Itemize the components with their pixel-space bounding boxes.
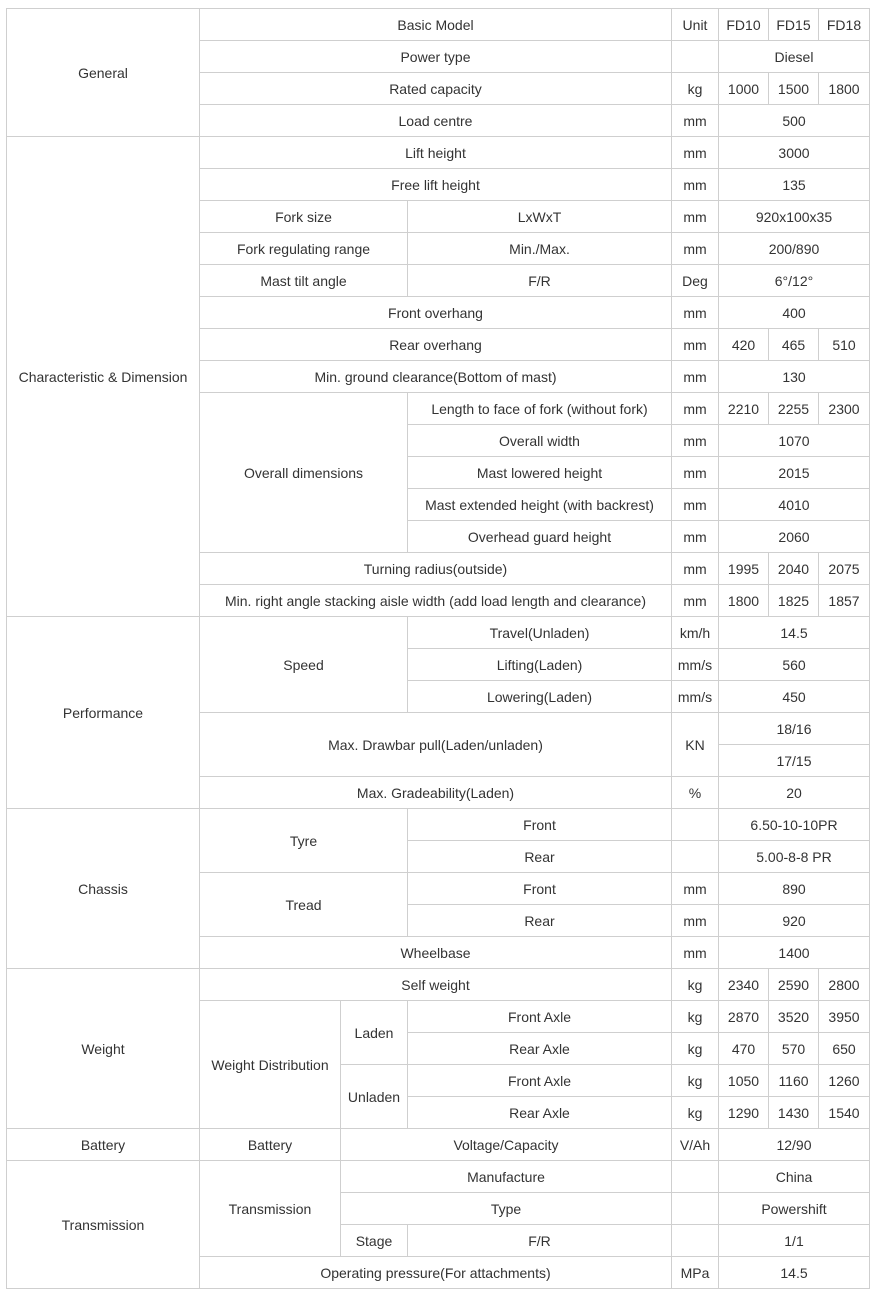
unit-cell: kg	[672, 1065, 719, 1097]
sub-label: Min./Max.	[408, 233, 672, 265]
row-label: Fork regulating range	[200, 233, 408, 265]
group-label: Chassis	[7, 809, 200, 969]
value-cell: 470	[719, 1033, 769, 1065]
unit-cell: mm	[672, 521, 719, 553]
table-row	[7, 137, 870, 169]
value-cell: 2340	[719, 969, 769, 1001]
unit-cell: kg	[672, 969, 719, 1001]
value-cell: 130	[719, 361, 870, 393]
value-cell: 465	[769, 329, 819, 361]
row-label: Mast tilt angle	[200, 265, 408, 297]
row-label: Rear overhang	[200, 329, 672, 361]
sub-label: Front Axle	[408, 1001, 672, 1033]
row-label: Basic Model	[200, 9, 672, 41]
unit-cell: mm	[672, 105, 719, 137]
value-cell: China	[719, 1161, 870, 1193]
unit-cell: mm/s	[672, 649, 719, 681]
unit-cell	[672, 1225, 719, 1257]
value-cell: Diesel	[719, 41, 870, 73]
sub-label: Rear Axle	[408, 1097, 672, 1129]
value-cell: 1800	[819, 73, 870, 105]
value-cell: 1540	[819, 1097, 870, 1129]
value-cell: 1995	[719, 553, 769, 585]
group-label: Transmission	[7, 1161, 200, 1289]
unit-cell: KN	[672, 713, 719, 777]
value-cell: 6°/12°	[719, 265, 870, 297]
spec-table	[6, 8, 870, 1289]
value-cell: 920x100x35	[719, 201, 870, 233]
value-cell: 4010	[719, 489, 870, 521]
row-label: Tyre	[200, 809, 408, 873]
sub-label: Mast extended height (with backrest)	[408, 489, 672, 521]
unit-cell: kg	[672, 1033, 719, 1065]
unit-cell: mm	[672, 169, 719, 201]
sub-label: Rear	[408, 841, 672, 873]
row-label: Wheelbase	[200, 937, 672, 969]
sub-label: Voltage/Capacity	[341, 1129, 672, 1161]
row-label: Lift height	[200, 137, 672, 169]
unit-cell: MPa	[672, 1257, 719, 1289]
table-row	[7, 617, 870, 649]
sub-label: Lifting(Laden)	[408, 649, 672, 681]
row-label: Free lift height	[200, 169, 672, 201]
value-cell: 400	[719, 297, 870, 329]
row-label: Weight Distribution	[200, 1001, 341, 1129]
value-cell: 1160	[769, 1065, 819, 1097]
unit-cell	[672, 41, 719, 73]
table-row	[7, 809, 870, 841]
value-cell: 1430	[769, 1097, 819, 1129]
value-cell: 20	[719, 777, 870, 809]
model-header: FD15	[769, 9, 819, 41]
value-cell: 5.00-8-8 PR	[719, 841, 870, 873]
sub-label: Front	[408, 873, 672, 905]
group-label: Performance	[7, 617, 200, 809]
value-cell: 14.5	[719, 617, 870, 649]
unit-cell	[672, 809, 719, 841]
sub-label: Travel(Unladen)	[408, 617, 672, 649]
row-label: Min. right angle stacking aisle width (add load length and clearance)	[200, 585, 672, 617]
sub-label: Front	[408, 809, 672, 841]
group-label: Characteristic & Dimension	[7, 137, 200, 617]
sub-label: Laden	[341, 1001, 408, 1065]
unit-cell: mm	[672, 873, 719, 905]
value-cell: 2040	[769, 553, 819, 585]
value-cell: 1500	[769, 73, 819, 105]
sub-label: Rear Axle	[408, 1033, 672, 1065]
value-cell: 1800	[719, 585, 769, 617]
value-cell: 2060	[719, 521, 870, 553]
value-cell: 650	[819, 1033, 870, 1065]
value-cell: 2015	[719, 457, 870, 489]
value-cell: 560	[719, 649, 870, 681]
sub-label: Front Axle	[408, 1065, 672, 1097]
row-label: Max. Gradeability(Laden)	[200, 777, 672, 809]
sub-label: Overhead guard height	[408, 521, 672, 553]
sub-label: Mast lowered height	[408, 457, 672, 489]
value-cell: Powershift	[719, 1193, 870, 1225]
value-cell: 2075	[819, 553, 870, 585]
row-label: Operating pressure(For attachments)	[200, 1257, 672, 1289]
unit-cell: Deg	[672, 265, 719, 297]
unit-cell: mm	[672, 585, 719, 617]
value-cell: 420	[719, 329, 769, 361]
row-label: Load centre	[200, 105, 672, 137]
row-label: Transmission	[200, 1161, 341, 1257]
row-label: Min. ground clearance(Bottom of mast)	[200, 361, 672, 393]
value-cell: 1260	[819, 1065, 870, 1097]
sub-label: Type	[341, 1193, 672, 1225]
sub-label: Unladen	[341, 1065, 408, 1129]
unit-cell: mm	[672, 329, 719, 361]
table-row	[7, 1129, 870, 1161]
value-cell: 200/890	[719, 233, 870, 265]
sub-label: F/R	[408, 1225, 672, 1257]
unit-cell	[672, 1161, 719, 1193]
value-cell: 135	[719, 169, 870, 201]
row-label: Fork size	[200, 201, 408, 233]
value-cell: 500	[719, 105, 870, 137]
unit-cell	[672, 1193, 719, 1225]
sub-label: F/R	[408, 265, 672, 297]
unit-cell: mm	[672, 553, 719, 585]
value-cell: 3000	[719, 137, 870, 169]
value-cell: 2590	[769, 969, 819, 1001]
row-label: Power type	[200, 41, 672, 73]
sub-label: Lowering(Laden)	[408, 681, 672, 713]
value-cell: 2255	[769, 393, 819, 425]
value-cell: 2870	[719, 1001, 769, 1033]
row-label: Self weight	[200, 969, 672, 1001]
value-cell: 1290	[719, 1097, 769, 1129]
value-cell: 6.50-10-10PR	[719, 809, 870, 841]
value-cell: 12/90	[719, 1129, 870, 1161]
unit-header: Unit	[672, 9, 719, 41]
row-label: Speed	[200, 617, 408, 713]
unit-cell: V/Ah	[672, 1129, 719, 1161]
group-label: Battery	[7, 1129, 200, 1161]
value-cell: 450	[719, 681, 870, 713]
value-cell: 2800	[819, 969, 870, 1001]
value-cell: 1825	[769, 585, 819, 617]
model-header: FD10	[719, 9, 769, 41]
row-label: Turning radius(outside)	[200, 553, 672, 585]
table-row	[7, 969, 870, 1001]
value-cell: 17/15	[719, 745, 870, 777]
model-header: FD18	[819, 9, 870, 41]
value-cell: 1400	[719, 937, 870, 969]
value-cell: 14.5	[719, 1257, 870, 1289]
unit-cell: mm	[672, 489, 719, 521]
sub-label: Overall width	[408, 425, 672, 457]
value-cell: 2300	[819, 393, 870, 425]
value-cell: 570	[769, 1033, 819, 1065]
row-label: Front overhang	[200, 297, 672, 329]
row-label: Battery	[200, 1129, 341, 1161]
unit-cell: mm	[672, 393, 719, 425]
value-cell: 1000	[719, 73, 769, 105]
sub-label: Length to face of fork (without fork)	[408, 393, 672, 425]
value-cell: 2210	[719, 393, 769, 425]
sub-label: Stage	[341, 1225, 408, 1257]
unit-cell: mm	[672, 233, 719, 265]
value-cell: 890	[719, 873, 870, 905]
value-cell: 920	[719, 905, 870, 937]
sub-label: LxWxT	[408, 201, 672, 233]
value-cell: 3520	[769, 1001, 819, 1033]
unit-cell: mm	[672, 457, 719, 489]
unit-cell: mm	[672, 297, 719, 329]
value-cell: 1050	[719, 1065, 769, 1097]
value-cell: 1857	[819, 585, 870, 617]
unit-cell: kg	[672, 1001, 719, 1033]
value-cell: 18/16	[719, 713, 870, 745]
unit-cell: mm	[672, 937, 719, 969]
row-label: Overall dimensions	[200, 393, 408, 553]
unit-cell: mm	[672, 137, 719, 169]
unit-cell: mm/s	[672, 681, 719, 713]
unit-cell: kg	[672, 1097, 719, 1129]
table-row	[7, 1161, 870, 1193]
value-cell: 3950	[819, 1001, 870, 1033]
unit-cell: mm	[672, 201, 719, 233]
unit-cell: km/h	[672, 617, 719, 649]
value-cell: 1/1	[719, 1225, 870, 1257]
group-label: General	[7, 9, 200, 137]
unit-cell: mm	[672, 425, 719, 457]
table-row	[7, 9, 870, 41]
unit-cell: %	[672, 777, 719, 809]
row-label: Rated capacity	[200, 73, 672, 105]
value-cell: 510	[819, 329, 870, 361]
group-label: Weight	[7, 969, 200, 1129]
value-cell: 1070	[719, 425, 870, 457]
unit-cell: mm	[672, 361, 719, 393]
sub-label: Manufacture	[341, 1161, 672, 1193]
unit-cell: mm	[672, 905, 719, 937]
unit-cell	[672, 841, 719, 873]
sub-label: Rear	[408, 905, 672, 937]
row-label: Max. Drawbar pull(Laden/unladen)	[200, 713, 672, 777]
unit-cell: kg	[672, 73, 719, 105]
row-label: Tread	[200, 873, 408, 937]
